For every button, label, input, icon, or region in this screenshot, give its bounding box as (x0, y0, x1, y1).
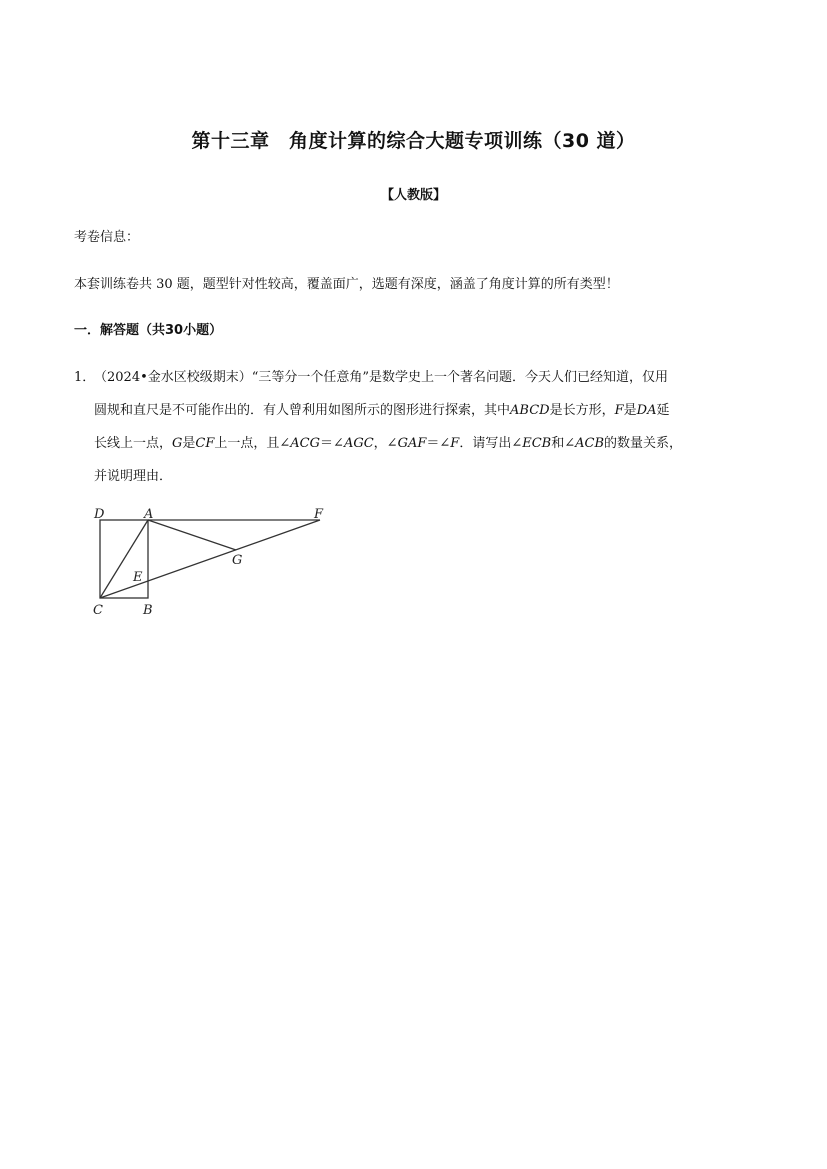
label-d: D (94, 507, 105, 522)
exam-info-label: 考卷信息： (74, 230, 140, 245)
label-e: E (133, 570, 143, 585)
label-g: G (232, 553, 243, 568)
question-line-1: （2024•金水区校级期末）“三等分一个任意角”是数学史上一个著名问题．今天人们已经知道，仅用 (94, 370, 669, 385)
question-line-2: 圆规和直尺是不可能作出的．有人曾利用如图所示的图形进行探索，其中ABCD是长方形，F是DA延 (94, 403, 670, 418)
question-line-4: 并说明理由． (94, 469, 173, 484)
line-ag (148, 520, 236, 550)
label-a: A (144, 507, 154, 522)
question-number: 1． (74, 370, 96, 385)
geometry-figure (88, 500, 338, 620)
page-title: 第十三章 角度计算的综合大题专项训练（30 道） (191, 130, 636, 152)
label-b: B (143, 603, 153, 618)
edition-label: 【人教版】 (380, 188, 446, 203)
line-cf (100, 520, 320, 598)
exam-info-description: 本套训练卷共 30 题，题型针对性较高，覆盖面广，选题有深度，涵盖了角度计算的所有类型！ (74, 277, 619, 292)
section-title: 一．解答题（共30小题） (74, 323, 223, 338)
label-c: C (93, 603, 103, 618)
question-line-3: 长线上一点，G是CF上一点，且∠ACG＝∠AGC，∠GAF＝∠F．请写出∠ECB和∠ACB的数量关系， (94, 436, 683, 451)
label-f: F (314, 507, 324, 522)
line-ac (100, 520, 148, 598)
